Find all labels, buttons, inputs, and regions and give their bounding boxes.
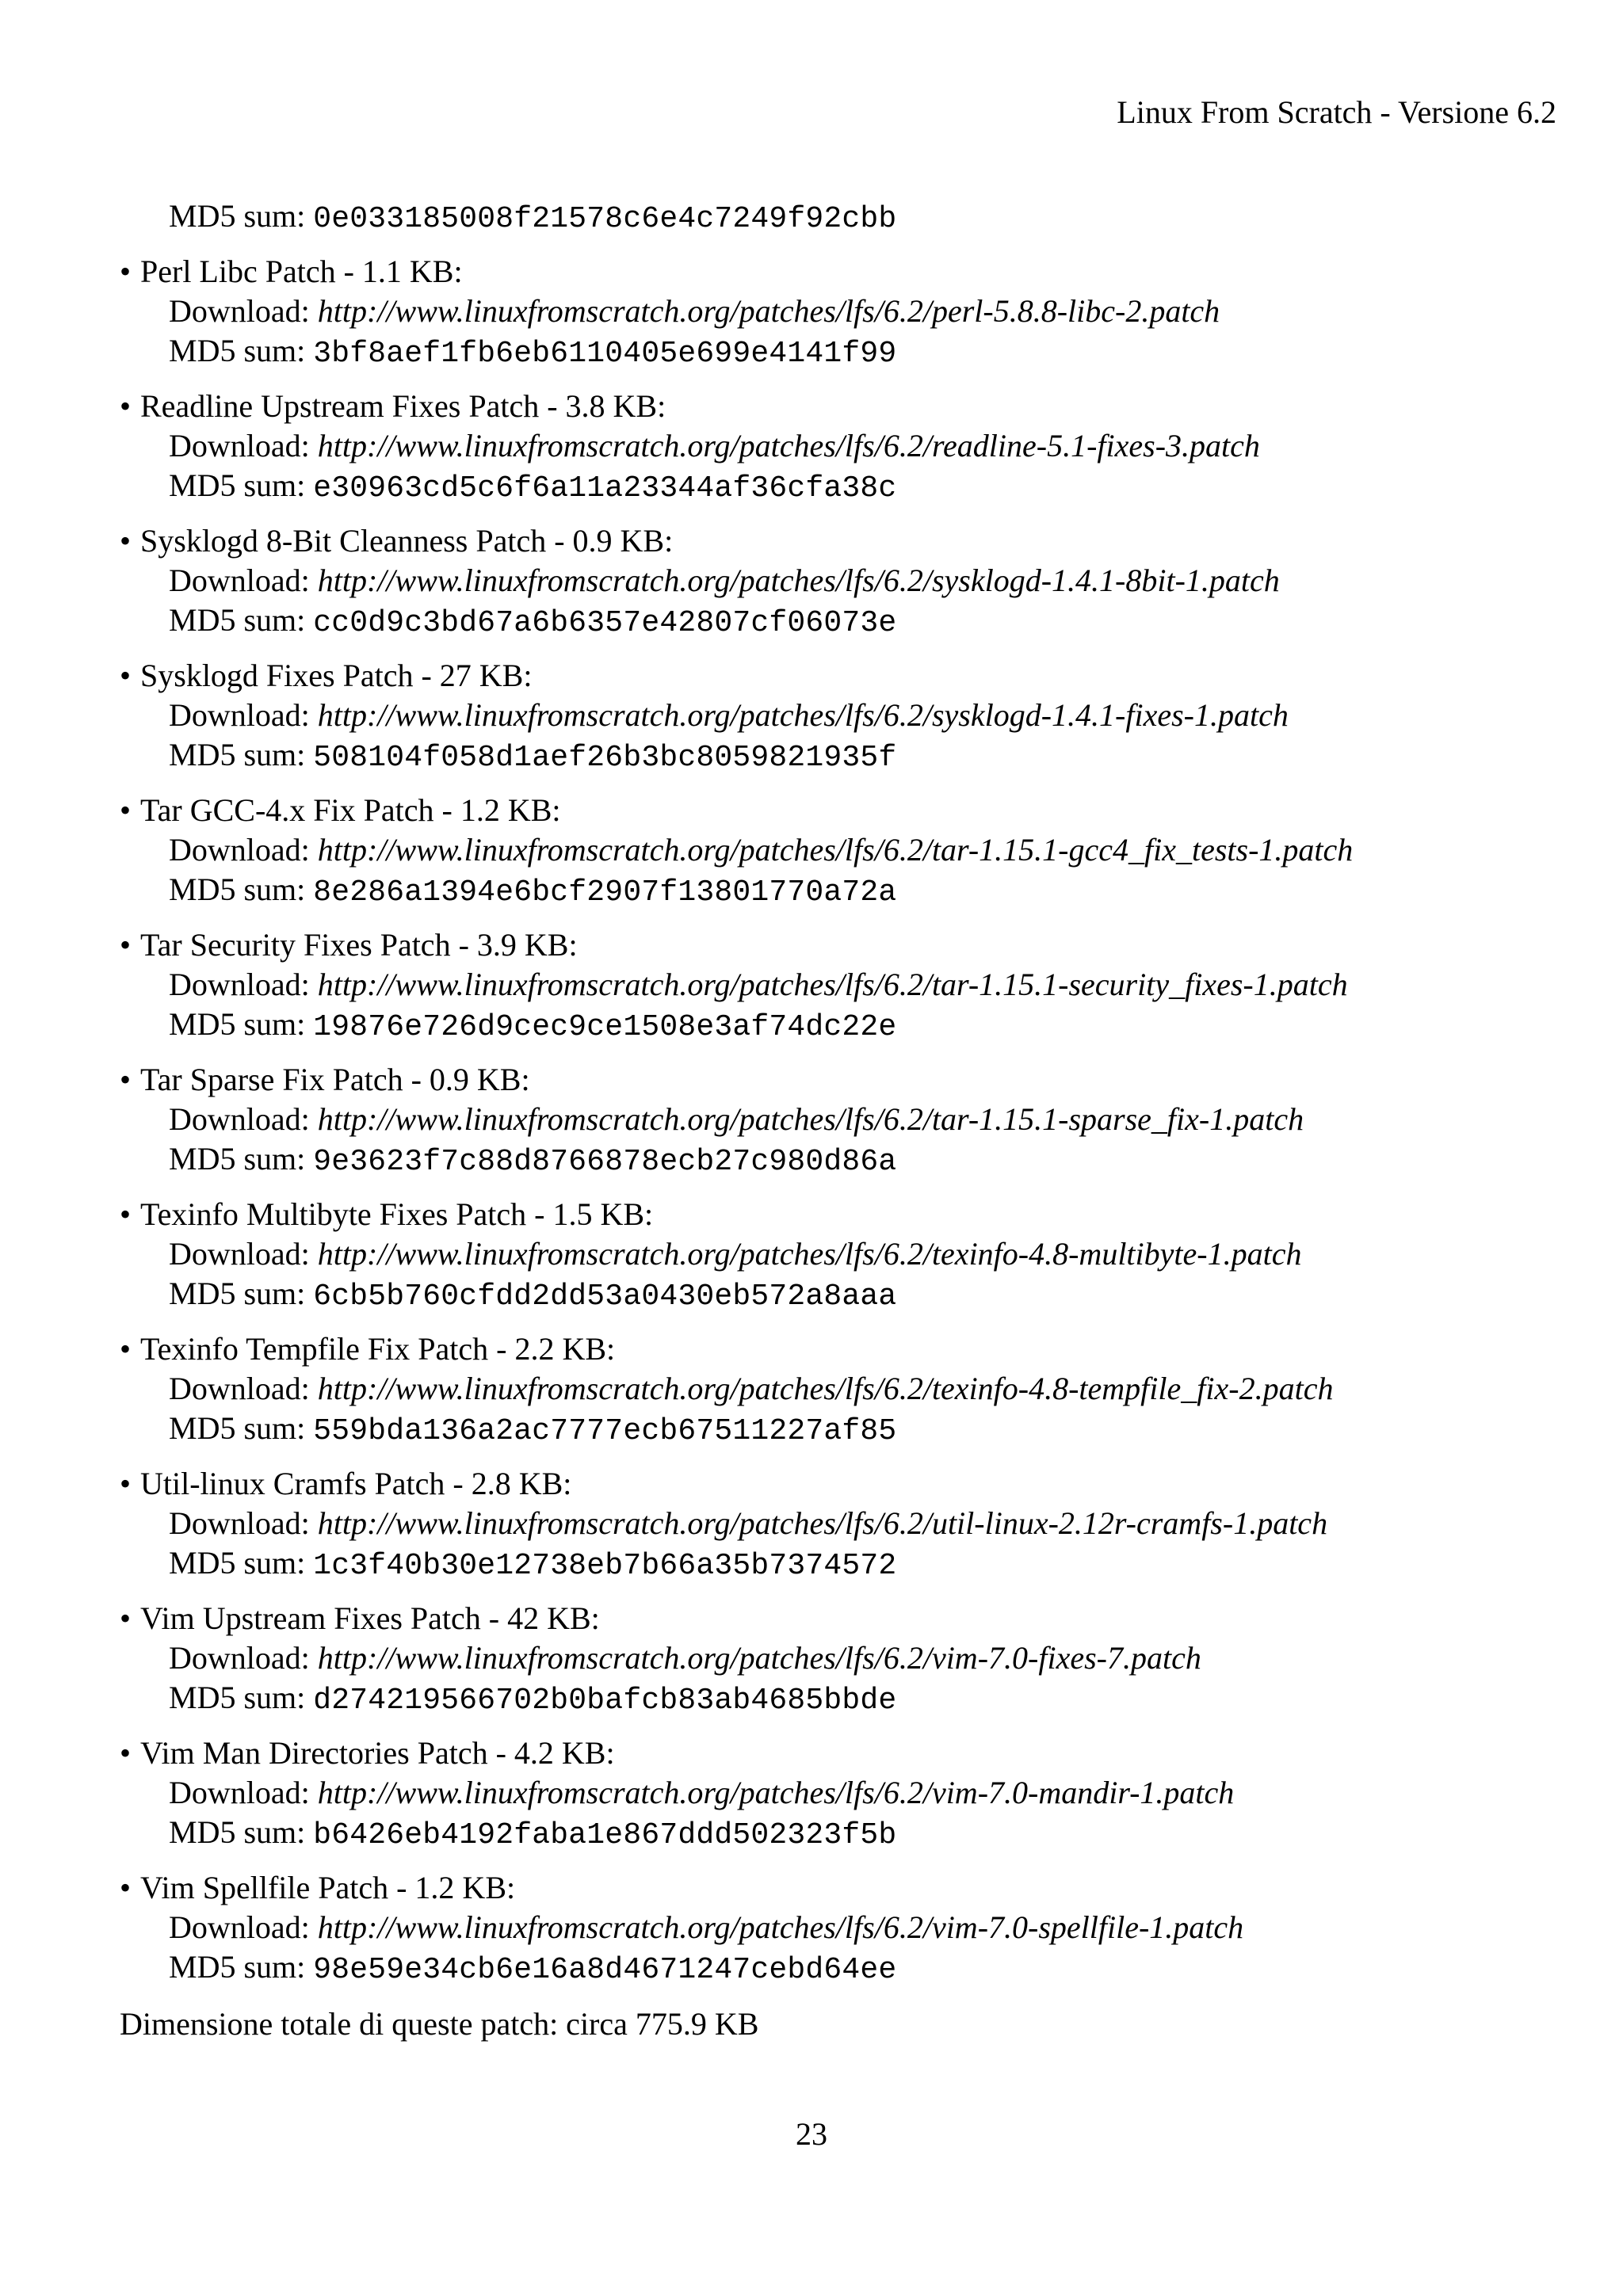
bullet-icon: • bbox=[120, 792, 132, 828]
md5-line bbox=[120, 1947, 1562, 1987]
md5-line bbox=[120, 1274, 1562, 1314]
md5-label: MD5 sum: bbox=[169, 1276, 314, 1311]
md5-label: MD5 sum: bbox=[169, 467, 314, 503]
patch-title: Tar GCC-4.x Fix Patch - 1.2 KB: bbox=[140, 792, 561, 828]
patch-title-line bbox=[120, 1733, 1562, 1773]
patch-title-line bbox=[120, 1195, 1562, 1234]
download-link[interactable]: http://www.linuxfromscratch.org/patches/lfs/6.2/vim-7.0-mandir-1.patch bbox=[317, 1775, 1235, 1810]
patch-title: Sysklogd 8-Bit Cleanness Patch - 0.9 KB: bbox=[140, 523, 674, 559]
patch-item bbox=[120, 1060, 1562, 1179]
download-link[interactable]: http://www.linuxfromscratch.org/patches/lfs/6.2/readline-5.1-fixes-3.patch bbox=[317, 428, 1260, 463]
patch-item bbox=[120, 521, 1562, 640]
patch-title: Perl Libc Patch - 1.1 KB: bbox=[140, 254, 463, 289]
md5-value: 1c3f40b30e12738eb7b66a35b7374572 bbox=[313, 1549, 897, 1583]
md5-label: MD5 sum: bbox=[169, 1680, 314, 1715]
patch-item bbox=[120, 791, 1562, 910]
download-label: Download: bbox=[169, 832, 318, 868]
md5-line bbox=[120, 601, 1562, 640]
download-line bbox=[120, 1773, 1562, 1813]
md5-value: 8e286a1394e6bcf2907f13801770a72a bbox=[313, 875, 897, 910]
md5-line bbox=[120, 1678, 1562, 1718]
md5-value: 508104f058d1aef26b3bc8059821935f bbox=[313, 741, 897, 775]
patch-title: Texinfo Tempfile Fix Patch - 2.2 KB: bbox=[140, 1331, 616, 1367]
md5-line bbox=[120, 1543, 1562, 1583]
download-label: Download: bbox=[169, 1775, 318, 1810]
patch-title: Texinfo Multibyte Fixes Patch - 1.5 KB: bbox=[140, 1196, 654, 1232]
patch-title: Util-linux Cramfs Patch - 2.8 KB: bbox=[140, 1466, 572, 1501]
bullet-icon: • bbox=[120, 1196, 132, 1232]
patch-title-line bbox=[120, 1060, 1562, 1100]
bullet-icon: • bbox=[120, 523, 132, 559]
md5-value: cc0d9c3bd67a6b6357e42807cf06073e bbox=[313, 606, 897, 640]
bullet-icon: • bbox=[120, 1466, 132, 1501]
patch-item bbox=[120, 1195, 1562, 1314]
md5-value: 559bda136a2ac7777ecb67511227af85 bbox=[313, 1414, 897, 1448]
patch-item bbox=[120, 925, 1562, 1044]
patch-item bbox=[120, 252, 1562, 371]
download-line bbox=[120, 292, 1562, 331]
download-line bbox=[120, 561, 1562, 601]
bullet-icon: • bbox=[120, 927, 132, 963]
download-link[interactable]: http://www.linuxfromscratch.org/patches/lfs/6.2/vim-7.0-spellfile-1.patch bbox=[317, 1909, 1244, 1945]
download-link[interactable]: http://www.linuxfromscratch.org/patches/lfs/6.2/tar-1.15.1-sparse_fix-1.patch bbox=[317, 1101, 1304, 1137]
md5-label: MD5 sum: bbox=[169, 1006, 314, 1042]
download-line bbox=[120, 1100, 1562, 1139]
md5-label: MD5 sum: bbox=[169, 602, 314, 638]
download-label: Download: bbox=[169, 697, 318, 733]
download-line bbox=[120, 1234, 1562, 1274]
patch-item bbox=[120, 656, 1562, 775]
bullet-icon: • bbox=[120, 1331, 132, 1367]
md5-line bbox=[120, 466, 1562, 505]
patch-title-line bbox=[120, 1599, 1562, 1638]
md5-value: d274219566702b0bafcb83ab4685bbde bbox=[313, 1684, 897, 1718]
total-size-line: Dimensione totale di queste patch: circa 775.9 KB bbox=[120, 2006, 759, 2042]
download-label: Download: bbox=[169, 1505, 318, 1541]
patch-item bbox=[120, 1733, 1562, 1852]
download-line bbox=[120, 1908, 1562, 1947]
download-label: Download: bbox=[169, 1236, 318, 1272]
md5-value: 6cb5b760cfdd2dd53a0430eb572a8aaa bbox=[313, 1280, 897, 1314]
md5-label: MD5 sum: bbox=[169, 1545, 314, 1581]
md5-label: MD5 sum: bbox=[169, 333, 314, 368]
md5-label: MD5 sum: bbox=[169, 1949, 314, 1985]
md5-line bbox=[120, 331, 1562, 371]
md5-label: MD5 sum: bbox=[169, 737, 314, 772]
patch-title: Vim Man Directories Patch - 4.2 KB: bbox=[140, 1735, 615, 1771]
patch-title: Tar Security Fixes Patch - 3.9 KB: bbox=[140, 927, 578, 963]
download-link[interactable]: http://www.linuxfromscratch.org/patches/lfs/6.2/tar-1.15.1-gcc4_fix_tests-1.patch bbox=[317, 832, 1354, 868]
patch-list-content bbox=[120, 196, 1562, 2044]
download-label: Download: bbox=[169, 1371, 318, 1406]
patch-title-line bbox=[120, 656, 1562, 696]
download-label: Download: bbox=[169, 293, 318, 329]
download-link[interactable]: http://www.linuxfromscratch.org/patches/lfs/6.2/texinfo-4.8-tempfile_fix-2.patch bbox=[317, 1371, 1334, 1406]
patch-item bbox=[120, 1464, 1562, 1583]
patch-title-line bbox=[120, 1464, 1562, 1504]
patch-title-line bbox=[120, 1329, 1562, 1369]
patch-item bbox=[120, 1329, 1562, 1448]
download-line bbox=[120, 965, 1562, 1005]
download-link[interactable]: http://www.linuxfromscratch.org/patches/lfs/6.2/perl-5.8.8-libc-2.patch bbox=[317, 293, 1220, 329]
bullet-icon: • bbox=[120, 1870, 132, 1905]
patch-title-line bbox=[120, 1868, 1562, 1908]
download-line bbox=[120, 696, 1562, 735]
continued-md5-line bbox=[120, 196, 1562, 236]
page-number: 23 bbox=[796, 2116, 827, 2152]
download-label: Download: bbox=[169, 1909, 318, 1945]
bullet-icon: • bbox=[120, 1600, 132, 1636]
md5-value: 0e033185008f21578c6e4c7249f92cbb bbox=[313, 202, 897, 236]
patch-title: Vim Upstream Fixes Patch - 42 KB: bbox=[140, 1600, 600, 1636]
patch-title: Tar Sparse Fix Patch - 0.9 KB: bbox=[140, 1062, 530, 1097]
md5-value: 9e3623f7c88d8766878ecb27c980d86a bbox=[313, 1145, 897, 1179]
md5-line bbox=[120, 1139, 1562, 1179]
download-link[interactable]: http://www.linuxfromscratch.org/patches/lfs/6.2/vim-7.0-fixes-7.patch bbox=[317, 1640, 1201, 1676]
patch-title-line bbox=[120, 791, 1562, 830]
download-link[interactable]: http://www.linuxfromscratch.org/patches/lfs/6.2/util-linux-2.12r-cramfs-1.patch bbox=[317, 1505, 1328, 1541]
download-label: Download: bbox=[169, 1101, 318, 1137]
patch-item bbox=[120, 1599, 1562, 1718]
download-link[interactable]: http://www.linuxfromscratch.org/patches/lfs/6.2/sysklogd-1.4.1-8bit-1.patch bbox=[317, 563, 1280, 598]
download-link[interactable]: http://www.linuxfromscratch.org/patches/lfs/6.2/texinfo-4.8-multibyte-1.patch bbox=[317, 1236, 1302, 1272]
download-line bbox=[120, 426, 1562, 466]
download-line bbox=[120, 1638, 1562, 1678]
bullet-icon: • bbox=[120, 1735, 132, 1771]
md5-value: 3bf8aef1fb6eb6110405e699e4141f99 bbox=[313, 337, 897, 371]
bullet-icon: • bbox=[120, 254, 132, 289]
md5-label: MD5 sum: bbox=[169, 1410, 314, 1446]
download-label: Download: bbox=[169, 428, 318, 463]
md5-line bbox=[120, 1409, 1562, 1448]
md5-line bbox=[120, 1005, 1562, 1044]
patch-title-line bbox=[120, 387, 1562, 426]
patch-title-line bbox=[120, 925, 1562, 965]
patch-title: Readline Upstream Fixes Patch - 3.8 KB: bbox=[140, 388, 666, 424]
running-header: Linux From Scratch - Versione 6.2 bbox=[1117, 94, 1556, 130]
patch-title: Sysklogd Fixes Patch - 27 KB: bbox=[140, 658, 533, 693]
download-label: Download: bbox=[169, 967, 318, 1002]
download-label: Download: bbox=[169, 563, 318, 598]
download-link[interactable]: http://www.linuxfromscratch.org/patches/lfs/6.2/tar-1.15.1-security_fixes-1.patch bbox=[317, 967, 1348, 1002]
patch-item bbox=[120, 387, 1562, 505]
md5-line bbox=[120, 1813, 1562, 1852]
md5-value: e30963cd5c6f6a11a23344af36cfa38c bbox=[313, 471, 897, 505]
patch-title-line bbox=[120, 521, 1562, 561]
md5-label: MD5 sum: bbox=[169, 198, 314, 234]
md5-label: MD5 sum: bbox=[169, 1814, 314, 1850]
spacer bbox=[120, 236, 1562, 252]
download-label: Download: bbox=[169, 1640, 318, 1676]
download-line bbox=[120, 830, 1562, 870]
md5-label: MD5 sum: bbox=[169, 1141, 314, 1177]
bullet-icon: • bbox=[120, 658, 132, 693]
md5-value: 98e59e34cb6e16a8d4671247cebd64ee bbox=[313, 1953, 897, 1987]
bullet-icon: • bbox=[120, 388, 132, 424]
md5-value: b6426eb4192faba1e867ddd502323f5b bbox=[313, 1818, 897, 1852]
md5-line bbox=[120, 735, 1562, 775]
md5-label: MD5 sum: bbox=[169, 871, 314, 907]
download-line bbox=[120, 1369, 1562, 1409]
bullet-icon: • bbox=[120, 1062, 132, 1097]
download-link[interactable]: http://www.linuxfromscratch.org/patches/lfs/6.2/sysklogd-1.4.1-fixes-1.patch bbox=[317, 697, 1289, 733]
download-line bbox=[120, 1504, 1562, 1543]
md5-value: 19876e726d9cec9ce1508e3af74dc22e bbox=[313, 1010, 897, 1044]
md5-line bbox=[120, 870, 1562, 910]
patch-title-line bbox=[120, 252, 1562, 292]
patch-item bbox=[120, 1868, 1562, 1987]
patch-title: Vim Spellfile Patch - 1.2 KB: bbox=[140, 1870, 516, 1905]
